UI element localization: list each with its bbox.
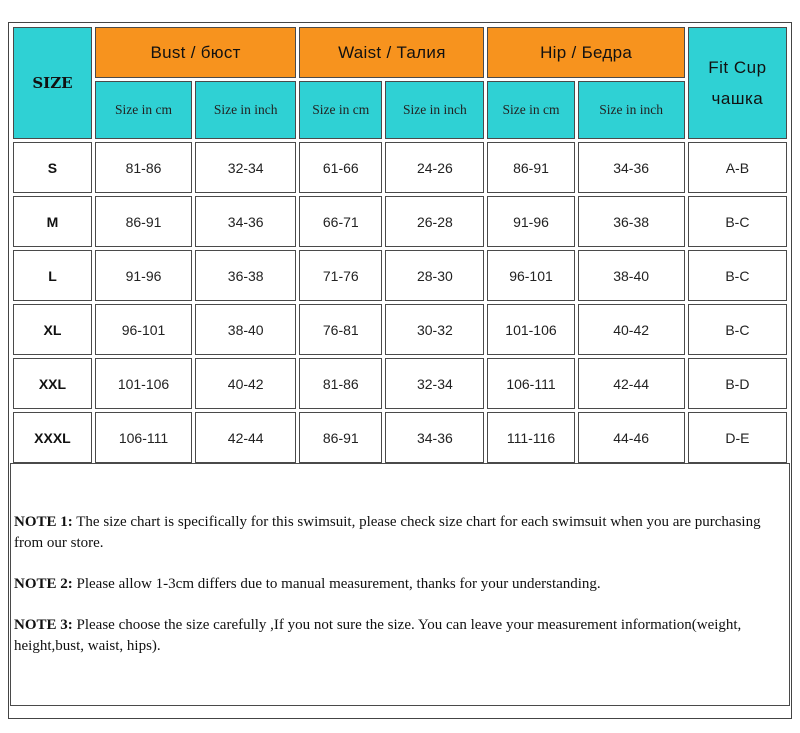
hip-cm-cell: 86-91 — [487, 142, 574, 193]
header-row-groups — [13, 27, 787, 78]
size-column-header: SIZE — [13, 27, 92, 139]
bust-inch-cell: 40-42 — [195, 358, 296, 409]
note-1-label: NOTE 1: — [14, 514, 73, 530]
hip-cm-header: Size in cm — [487, 81, 574, 139]
bust-cm-cell: 86-91 — [95, 196, 192, 247]
bust-inch-cell: 32-34 — [195, 142, 296, 193]
waist-inch-header: Size in inch — [385, 81, 484, 139]
hip-cm-cell: 91-96 — [487, 196, 574, 247]
note-3-label: NOTE 3: — [14, 617, 73, 633]
notes-section — [14, 512, 780, 677]
fit-cup-header — [688, 27, 787, 139]
hip-inch-cell: 36-38 — [578, 196, 685, 247]
bust-cm-cell: 91-96 — [95, 250, 192, 301]
waist-inch-cell: 26-28 — [385, 196, 484, 247]
note-3-text: Please choose the size carefully ,If you not sure the size. You can leave your measurement information(weight, height,bust, waist, hips). — [14, 617, 742, 654]
bust-cm-cell: 106-111 — [95, 412, 192, 463]
note-2-text: Please allow 1-3cm differs due to manual measurement, thanks for your understanding. — [72, 576, 601, 592]
hip-inch-cell: 42-44 — [578, 358, 685, 409]
waist-cm-header: Size in cm — [299, 81, 382, 139]
hip-cm-cell: 106-111 — [487, 358, 574, 409]
note-2-label: NOTE 2: — [14, 576, 73, 592]
waist-inch-cell: 28-30 — [385, 250, 484, 301]
bust-inch-cell: 42-44 — [195, 412, 296, 463]
bust-inch-cell: 38-40 — [195, 304, 296, 355]
size-chart-table — [10, 24, 790, 466]
hip-group-header: Hip / Бедра — [487, 27, 684, 78]
bust-cm-header: Size in cm — [95, 81, 192, 139]
note-1 — [14, 512, 780, 554]
size-cell: XXL — [13, 358, 92, 409]
waist-cm-cell: 76-81 — [299, 304, 382, 355]
size-cell: L — [13, 250, 92, 301]
note-2 — [14, 574, 780, 595]
size-cell: M — [13, 196, 92, 247]
table-row — [13, 250, 787, 301]
waist-cm-cell: 71-76 — [299, 250, 382, 301]
header-row-units — [13, 81, 787, 139]
cup-cell: A-B — [688, 142, 787, 193]
cup-cell: B-C — [688, 250, 787, 301]
bust-inch-cell: 36-38 — [195, 250, 296, 301]
bust-cm-cell: 96-101 — [95, 304, 192, 355]
size-cell: XL — [13, 304, 92, 355]
waist-group-header: Waist / Талия — [299, 27, 484, 78]
table-row — [13, 142, 787, 193]
waist-cm-cell: 86-91 — [299, 412, 382, 463]
hip-inch-cell: 44-46 — [578, 412, 685, 463]
waist-inch-cell: 32-34 — [385, 358, 484, 409]
table-row — [13, 196, 787, 247]
cup-cell: B-C — [688, 196, 787, 247]
waist-inch-cell: 34-36 — [385, 412, 484, 463]
size-cell: XXXL — [13, 412, 92, 463]
bust-inch-header: Size in inch — [195, 81, 296, 139]
waist-inch-cell: 30-32 — [385, 304, 484, 355]
hip-inch-header: Size in inch — [578, 81, 685, 139]
bust-cm-cell: 101-106 — [95, 358, 192, 409]
waist-inch-cell: 24-26 — [385, 142, 484, 193]
bust-cm-cell: 81-86 — [95, 142, 192, 193]
size-cell: S — [13, 142, 92, 193]
hip-cm-cell: 111-116 — [487, 412, 574, 463]
note-3 — [14, 615, 780, 657]
waist-cm-cell: 61-66 — [299, 142, 382, 193]
cup-cell: B-D — [688, 358, 787, 409]
note-1-text: The size chart is specifically for this swimsuit, please check size chart for each swimsuit when you are purchasing from our store. — [14, 514, 761, 551]
hip-cm-cell: 96-101 — [487, 250, 574, 301]
waist-cm-cell: 66-71 — [299, 196, 382, 247]
cup-cell: D-E — [688, 412, 787, 463]
bust-group-header: Bust / бюст — [95, 27, 296, 78]
hip-cm-cell: 101-106 — [487, 304, 574, 355]
fit-cup-label: Fit Cup — [708, 58, 767, 77]
table-row — [13, 412, 787, 463]
hip-inch-cell: 38-40 — [578, 250, 685, 301]
cup-cell: B-C — [688, 304, 787, 355]
table-row — [13, 358, 787, 409]
bust-inch-cell: 34-36 — [195, 196, 296, 247]
fit-cup-label-ru: чашка — [711, 89, 764, 108]
waist-cm-cell: 81-86 — [299, 358, 382, 409]
hip-inch-cell: 40-42 — [578, 304, 685, 355]
table-row — [13, 304, 787, 355]
hip-inch-cell: 34-36 — [578, 142, 685, 193]
